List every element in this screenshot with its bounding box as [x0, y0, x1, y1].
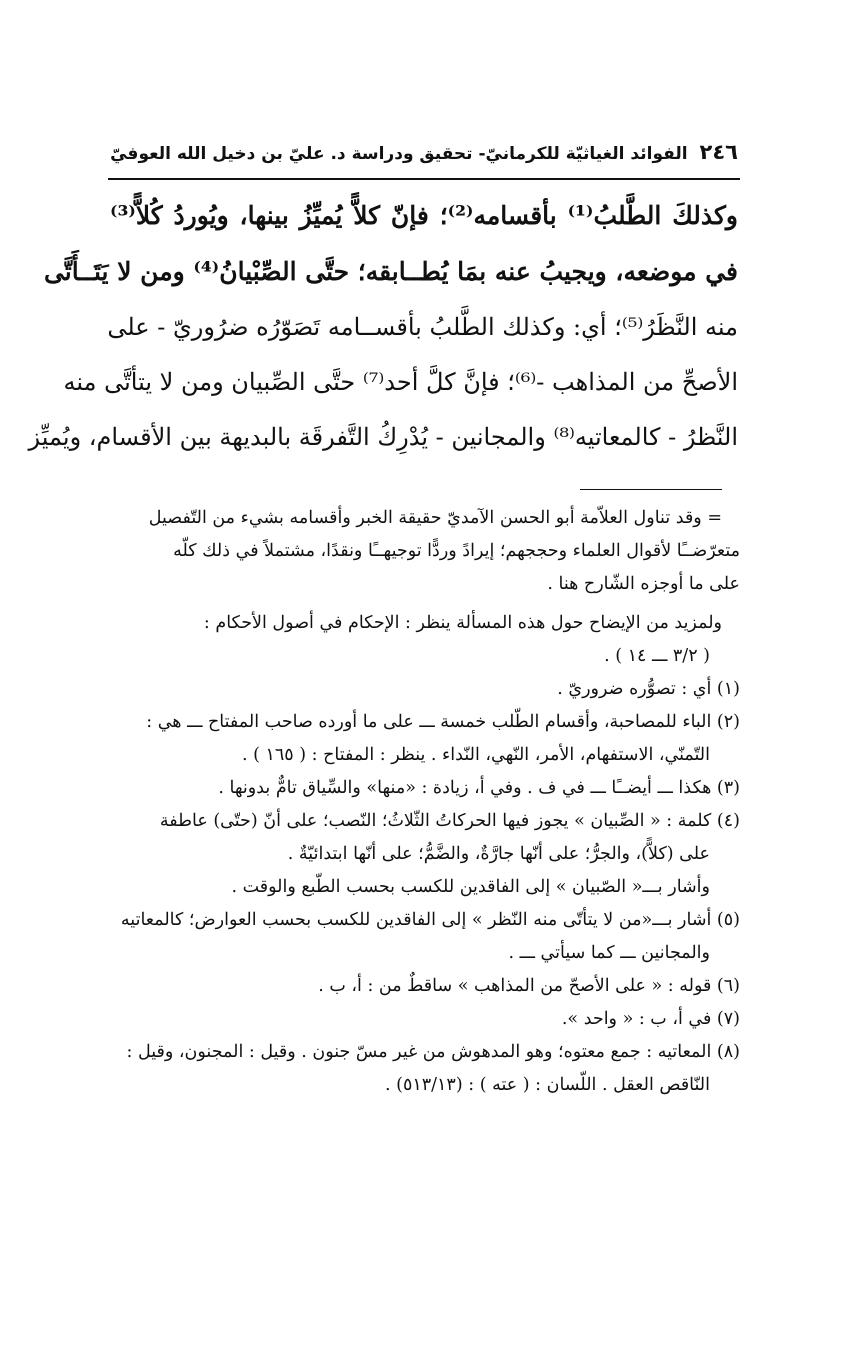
footnote-2: (٢) الباء للمصاحبة، وأقسام الطّلب خمسة ـــ على ما أورده صاحب المفتاح ـــ هي : التّمنّي، الاستفهام، الأمر، النّهي، النّداء . ينظر : المفتاح : ( ١٦٥ ) . [146, 712, 740, 765]
footnote-4: (٤) كلمة : « الصِّبيان » يجوز فيها الحركاتُ الثّلاثُ؛ النّصب؛ على أنّ (حتّى) عاطفة على (كلاًّ)، والجرُّ؛ على أنّها جارَّةٌ، والضَّمُّ؛ على أنّها ابتدائيّةٌ . وأشار بـــ« الصّبيان » إلى الفاقدين للكسب بحسب الطّبع والوقت . [159, 811, 740, 897]
footnote-5: (٥) أشار بـــ«من لا يتأتّى منه النّظر » إلى الفاقدين للكسب بحسب العوارض؛ كالمعاتيه والمجانين ـــ كما سيأتي ـــ . [120, 910, 740, 963]
main-line: النَّظرُ - كالمعاتيه⁽⁸⁾ والمجانين - يُدْرِكُ التَّفرقَة بالبديهة بين الأقسام، ويُميِّز [28, 423, 738, 451]
footnote-continuation: = وقد تناول العلاّمة أبو الحسن الآمديّ حقيقة الخبر وأقسامه بشيء من التّفصيل متعرّضــًا لأقوال العلماء وحججهم؛ إيرادً وردًّا توجيهــًا ونقدًا، مشتملاً في ذلك كلّه على ما أوجزه الشّارح هنا . [148, 508, 740, 594]
running-header [110, 140, 738, 164]
footnote-7: (٧) في أ، ب : « واحد ». [561, 1009, 740, 1029]
footnote-6: (٦) قوله : « على الأصحّ من المذاهب » ساقطٌ من : أ، ب . [318, 976, 740, 996]
footnote-3: (٣) هكذا ـــ أيضــًا ـــ في ف . وفي أ، زيادة : «منها» والسِّياق تامٌّ بدونها . [218, 778, 740, 798]
main-text [28, 188, 738, 465]
running-title: الفوائد الغياثيّة للكرمانيّ- تحقيق ودراسة د. عليّ بن دخيل الله العوفيّ [110, 144, 688, 164]
page-number: ٢٤٦ [699, 140, 738, 164]
main-line: في موضعه، ويجيبُ عنه بمَا يُطــابقه؛ حتَّى الصِّبْيانُ⁽⁴⁾ ومن لا يَتَــأَتَّى [43, 257, 738, 286]
footnote-1: (١) أي : تصوُّره ضروريّ . [557, 679, 740, 699]
main-line: الأصحِّ من المذاهب -⁽⁶⁾؛ فإنَّ كلَّ أحد⁽⁷⁾ حتَّى الصِّبيان ومن لا يتأتَّى منه [63, 368, 738, 396]
main-line: وكذلكَ الطَّلبُ⁽¹⁾ بأقسامه⁽²⁾؛ فإنّ كلاًّ يُميِّزُ بينها، ويُوردُ كُلاًّ⁽³⁾ [110, 201, 738, 230]
further-reading: ولمزيد من الإيضاح حول هذه المسألة ينظر : الإحكام في أصول الأحكام : ( ٣/٢ ـــ ١٤ ) . [203, 613, 722, 666]
footnotes [72, 502, 740, 1102]
footnote-separator [580, 489, 722, 490]
footnote-8: (٨) المعاتيه : جمع معتوه؛ وهو المدهوش من غير مسّ جنون . وقيل : المجنون، وقيل : النّاقص العقل . اللّسان : ( عته ) : (٥١٣/١٣) . [126, 1042, 740, 1095]
header-rule [108, 178, 740, 180]
main-line: منه النَّظَرُ⁽⁵⁾؛ أي: وكذلك الطَّلبُ بأقســامه تَصَوّرُه ضرُوريّ - على [107, 313, 738, 341]
